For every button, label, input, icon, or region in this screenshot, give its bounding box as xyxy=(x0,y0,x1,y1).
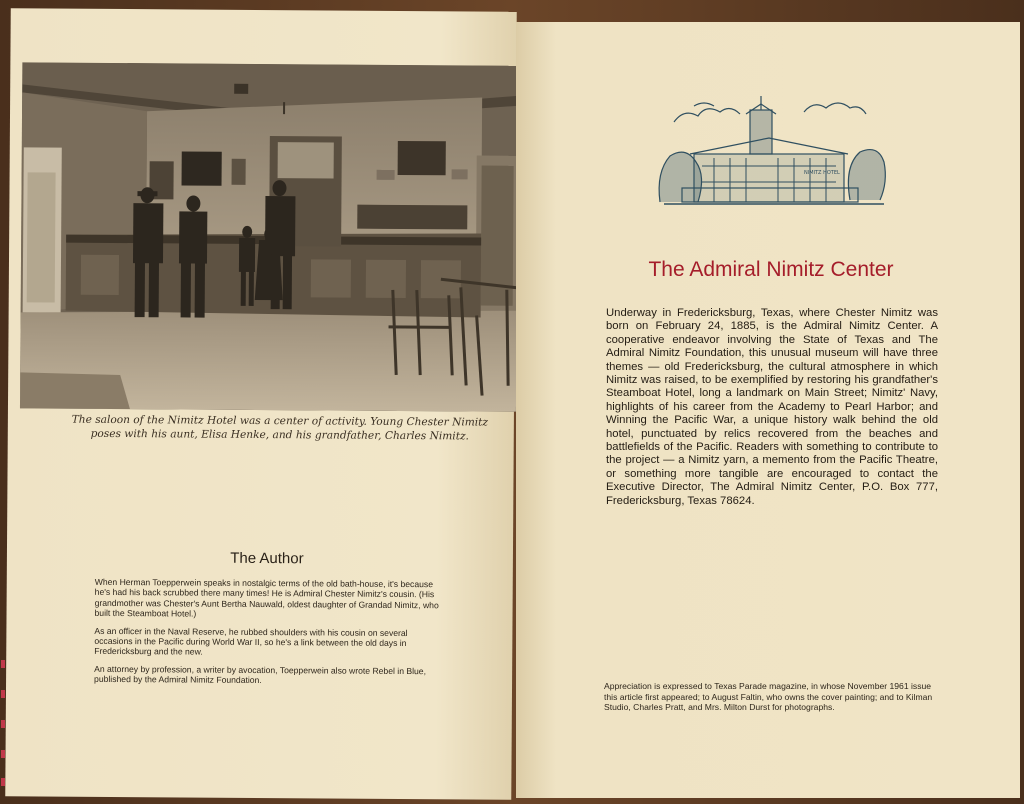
article-body: Underway in Fredericksburg, Texas, where Chester Nimitz was born on February 24, 1885, is the Admiral Nimitz Center. A cooperative endeavor involving the State of Texas and The Admiral Nimitz Foundation, this unusual museum will have three themes — old Fredericksburg, the cultural atmosphere in which Nimitz was raised, to be exemplified by restoring his grandfather's Steamboat Hotel, long a landmark on Main Street; Nimitz' Navy, highlights of his career from the Academy to Pearl Harbor; and Winning the Pacific War, a unique history walk behind the old hotel, punctuated by relics recovered from the beaches and battlefields of the Pacific. Readers with something to contribute to the project — a Nimitz yarn, a memento from the Pacific Theatre, or something more tangible are encouraged to contact the Executive Director, The Admiral Nimitz Center, P.O. Box 777, Fredericksburg, Texas 78624. xyxy=(606,307,938,507)
author-heading: The Author xyxy=(230,549,304,568)
article-title: The Admiral Nimitz Center xyxy=(648,258,894,281)
author-bio xyxy=(94,577,445,694)
left-page xyxy=(5,8,516,800)
author-paragraph: An attorney by profession, a writer by avocation, Toepperwein also wrote Rebel in Blue, published by the Admiral Nimitz Foundation. xyxy=(94,663,427,686)
right-page xyxy=(516,22,1020,798)
hotel-sign: NIMITZ HOTEL xyxy=(804,170,840,176)
acknowledgements: Appreciation is expressed to Texas Parade magazine, in whose November 1961 issue this article first appeared; to August Faltin, who owns the cover painting; and to Kilman Studio, Charles Pratt, and Mrs. Milton Durst for photographs. xyxy=(604,681,933,713)
hotel-sketch xyxy=(654,92,890,210)
saloon-photo xyxy=(20,62,518,411)
author-paragraph: When Herman Toepperwein speaks in nostalgic terms of the old bath-house, it's because he's had his back scrubbed there many times! He is Admiral Chester Nimitz's cousin. (His grandmother was Chester's Aunt Bertha Nauwald, oldest daughter of Grandad Nimitz, who built the Steamboat Hotel.) xyxy=(94,576,439,619)
photo-caption: The saloon of the Nimitz Hotel was a center of activity. Young Chester Nimitz poses with his aunt, Elisa Henke, and his grandfather, Charles Nimitz. xyxy=(71,413,489,443)
author-paragraph: As an officer in the Naval Reserve, he rubbed shoulders with his cousin on several occasions in the Pacific during World War II, so he's a link between the old days in Fredericksburg and the new. xyxy=(94,625,408,658)
